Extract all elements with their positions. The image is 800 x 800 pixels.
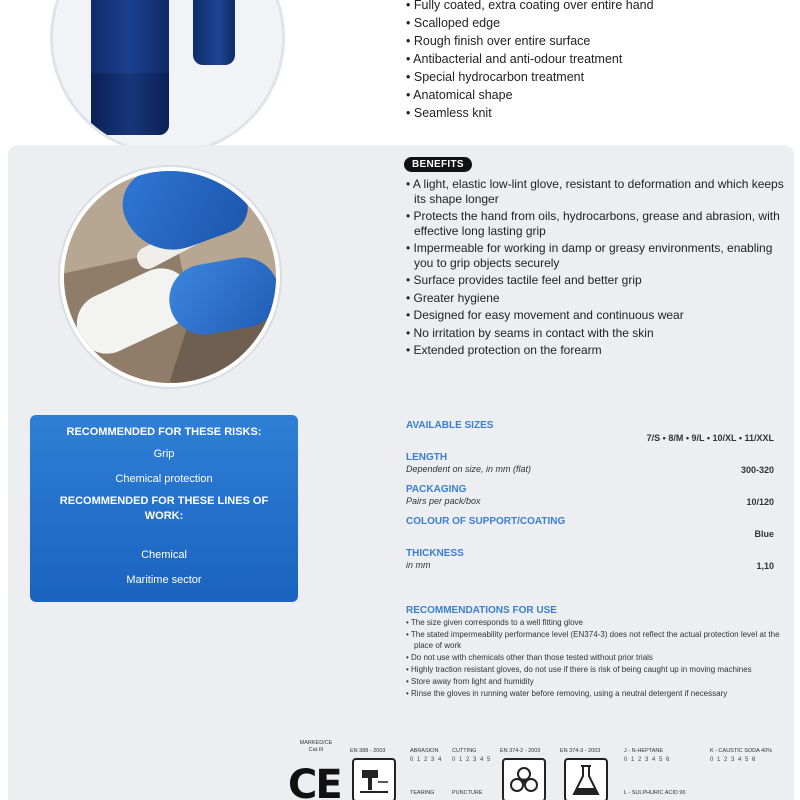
work-item: Maritime sector	[126, 574, 202, 586]
thickness-value: 1,10	[756, 561, 774, 571]
benefit-item: • Impermeable for working in damp or greasy environments, enabling you to grip objects securely	[406, 241, 790, 270]
colour-value: Blue	[754, 529, 774, 539]
feature-item: • Seamless knit	[406, 104, 796, 122]
k-caustic-label: K - CAUSTIC SODA 40%	[710, 748, 773, 754]
chemical-pictogram-icon	[564, 758, 608, 800]
benefits-list	[406, 177, 790, 361]
biohazard-pictogram-icon	[502, 758, 546, 800]
length-value: 300-320	[740, 465, 774, 475]
recommendation-item: • The size given corresponds to a well fitting glove	[406, 618, 786, 629]
sizes-value: 7/S • 8/M • 9/L • 10/XL • 11/XXL	[646, 433, 774, 443]
recommendation-item: • Do not use with chemicals other than those tested without prior trials	[406, 653, 786, 664]
j-heptane-digits: 0 1 2 3 4 5 6	[624, 757, 671, 763]
feature-item: • Special hydrocarbon treatment	[406, 68, 796, 86]
k-caustic-digits: 0 1 2 3 4 5 6	[710, 757, 757, 763]
cutting-label: CUTTING	[452, 748, 477, 754]
hammer-pictogram-icon	[352, 758, 396, 800]
recommendation-item: • Store away from light and humidity	[406, 677, 786, 688]
benefit-item: • Protects the hand from oils, hydrocarbons, grease and abrasion, with effective long lasting grip	[406, 209, 790, 238]
ce-mark: CE	[288, 762, 341, 800]
risk-item: Grip	[153, 448, 175, 460]
recommendation-item: • The stated impermeability performance level (EN374-3) does not reflect the actual protection level at the place of work	[406, 630, 786, 651]
feature-item: • Scalloped edge	[406, 14, 796, 32]
work-item: Chemical	[141, 549, 187, 561]
risks-heading: RECOMMENDED FOR THESE RISKS:	[66, 426, 262, 438]
packaging-sub: Pairs per pack/box	[406, 496, 481, 506]
l-sulphuric-label: L - SULPHURIC ACID 96	[624, 790, 686, 796]
abrasion-label: ABRASION	[410, 748, 439, 754]
top-section	[0, 0, 800, 145]
benefits-heading: BENEFITS	[404, 157, 472, 172]
glove-product-image	[50, 0, 285, 155]
risk-item: Chemical protection	[115, 473, 213, 485]
en374-2-label: EN 374-2 - 2003	[500, 748, 541, 754]
packaging-label: PACKAGING	[406, 484, 467, 495]
cutting-digits: 0 1 2 3 4 5	[452, 757, 492, 763]
benefit-item: • No irritation by seams in contact with the skin	[406, 326, 790, 341]
recommendation-item: • Highly traction resistant gloves, do not use if there is risk of being caught up in moving machines	[406, 665, 786, 676]
packaging-value: 10/120	[746, 497, 774, 507]
abrasion-digits: 0 1 2 3 4	[410, 757, 443, 763]
benefit-item: • Surface provides tactile feel and better grip	[406, 273, 790, 288]
feature-item: • Fully coated, extra coating over entire hand	[406, 0, 796, 14]
colour-label: COLOUR OF SUPPORT/COATING	[406, 516, 566, 527]
benefit-item: • Extended protection on the forearm	[406, 343, 790, 358]
benefit-item: • Greater hygiene	[406, 291, 790, 306]
sizes-label: AVAILABLE SIZES	[406, 420, 494, 431]
benefit-item: • Designed for easy movement and continuous wear	[406, 308, 790, 323]
recommendation-item: • Rinse the gloves in running water before removing, using a neutral detergent if necessary	[406, 689, 786, 700]
recommended-box	[30, 415, 298, 602]
length-label: LENGTH	[406, 452, 448, 463]
length-sub: Dependent on size, in mm (flat)	[406, 464, 532, 474]
j-heptane-label: J - N-HEPTANE	[624, 748, 664, 754]
work-heading: RECOMMENDED FOR THESE LINES OF WORK:	[59, 495, 269, 522]
benefit-item: • A light, elastic low-lint glove, resistant to deformation and which keeps its shape longer	[406, 177, 790, 206]
feature-item: • Anatomical shape	[406, 86, 796, 104]
recommendations-list	[406, 618, 786, 701]
glove-thumb	[193, 0, 235, 65]
recommendations-title: RECOMMENDATIONS FOR USE	[406, 605, 557, 616]
thickness-sub: in mm	[406, 560, 431, 570]
glove-usage-photo	[60, 167, 280, 387]
en374-3-label: EN 374-3 - 2003	[560, 748, 601, 754]
feature-list	[406, 0, 796, 122]
thickness-label: THICKNESS	[406, 548, 464, 559]
en388-label: EN 388 - 2003	[350, 748, 386, 754]
feature-item: • Rough finish over entire surface	[406, 32, 796, 50]
ce-category-label: MARKED/CE Cat.III	[299, 740, 333, 753]
tearing-label: TEARING	[410, 790, 435, 796]
feature-item: • Antibacterial and anti-odour treatment	[406, 50, 796, 68]
glove-cuff	[91, 73, 169, 135]
puncture-label: PUNCTURE	[452, 790, 483, 796]
